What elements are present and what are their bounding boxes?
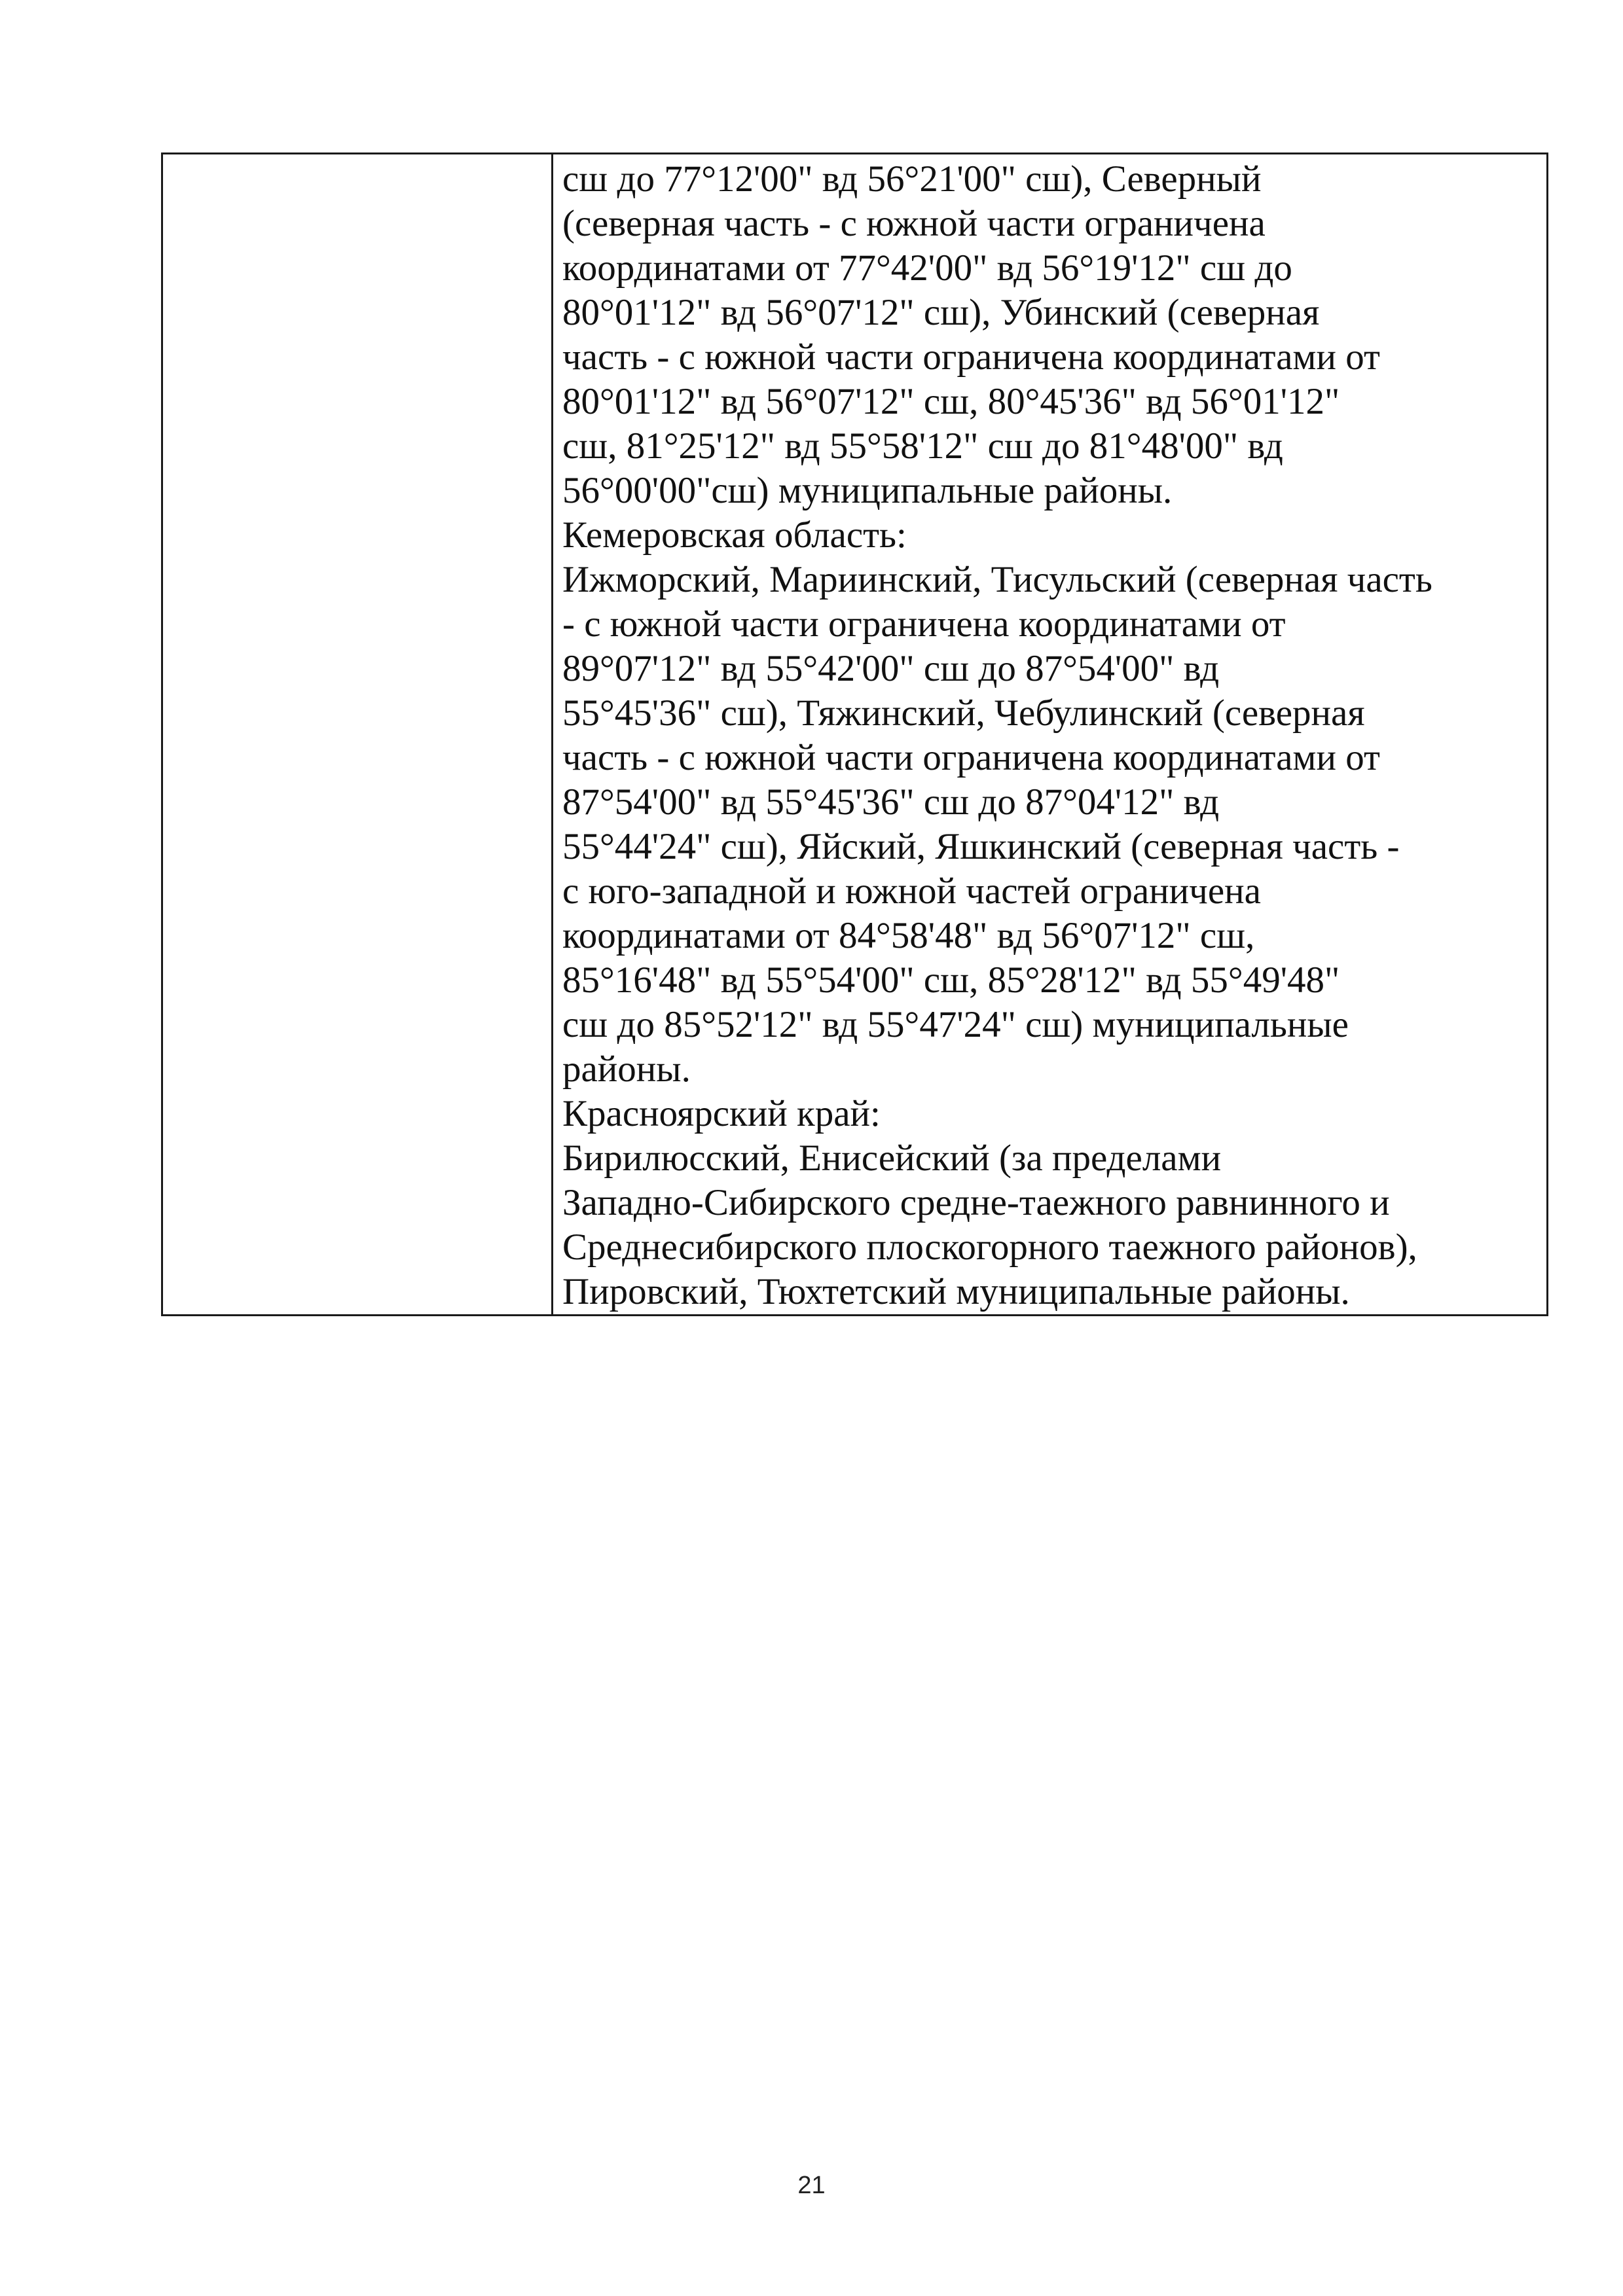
regions-table <box>161 152 1548 1316</box>
text-line: - с южной части ограничена координатами от <box>562 603 1286 645</box>
text-line: Бирилюсский, Енисейский (за пределами <box>562 1138 1222 1179</box>
text-line: сш до 85°52'12" вд 55°47'24" сш) муниципальные <box>562 1004 1349 1045</box>
text-line: 55°45'36" сш), Тяжинский, Чебулинский (северная <box>562 692 1365 734</box>
text-line: районы. <box>562 1049 691 1090</box>
cell-text <box>553 154 1546 1314</box>
region-heading: Красноярский край: <box>562 1093 881 1134</box>
text-line: (северная часть - с южной части ограничена <box>562 203 1266 244</box>
text-line: Западно-Сибирского средне-таежного равнинного и <box>562 1182 1390 1223</box>
text-line: 56°00'00"сш) муниципальные районы. <box>562 470 1173 511</box>
text-line: 80°01'12" вд 56°07'12" сш, 80°45'36" вд 56°01'12" <box>562 381 1340 422</box>
text-line: 85°16'48" вд 55°54'00" сш, 85°28'12" вд 55°49'48" <box>562 960 1340 1001</box>
text-line: координатами от 77°42'00" вд 56°19'12" сш до <box>562 247 1292 289</box>
text-line: Пировский, Тюхтетский муниципальные районы. <box>562 1271 1350 1312</box>
text-line: часть - с южной части ограничена координатами от <box>562 336 1380 378</box>
text-line: часть - с южной части ограничена координатами от <box>562 737 1380 778</box>
page-number: 21 <box>797 2172 826 2199</box>
text-line: сш, 81°25'12" вд 55°58'12" сш до 81°48'00" вд <box>562 425 1283 467</box>
text-line: 87°54'00" вд 55°45'36" сш до 87°04'12" вд <box>562 781 1220 823</box>
text-line: 80°01'12" вд 56°07'12" сш), Убинский (северная <box>562 292 1320 333</box>
text-line: 89°07'12" вд 55°42'00" сш до 87°54'00" вд <box>562 648 1220 689</box>
text-line: сш до 77°12'00" вд 56°21'00" сш), Северный <box>562 158 1262 200</box>
table-cell-right <box>553 154 1548 1316</box>
text-line: координатами от 84°58'48" вд 56°07'12" сш, <box>562 915 1255 956</box>
text-line: Ижморский, Мариинский, Тисульский (северная часть <box>562 559 1432 600</box>
region-heading: Кемеровская область: <box>562 514 907 556</box>
text-line: 55°44'24" сш), Яйский, Яшкинский (северная часть - <box>562 826 1400 867</box>
text-line: Среднесибирского плоскогорного таежного районов), <box>562 1227 1417 1268</box>
text-line: с юго-западной и южной частей ограничена <box>562 870 1261 912</box>
table-cell-left <box>162 154 553 1316</box>
table-row <box>162 154 1548 1316</box>
